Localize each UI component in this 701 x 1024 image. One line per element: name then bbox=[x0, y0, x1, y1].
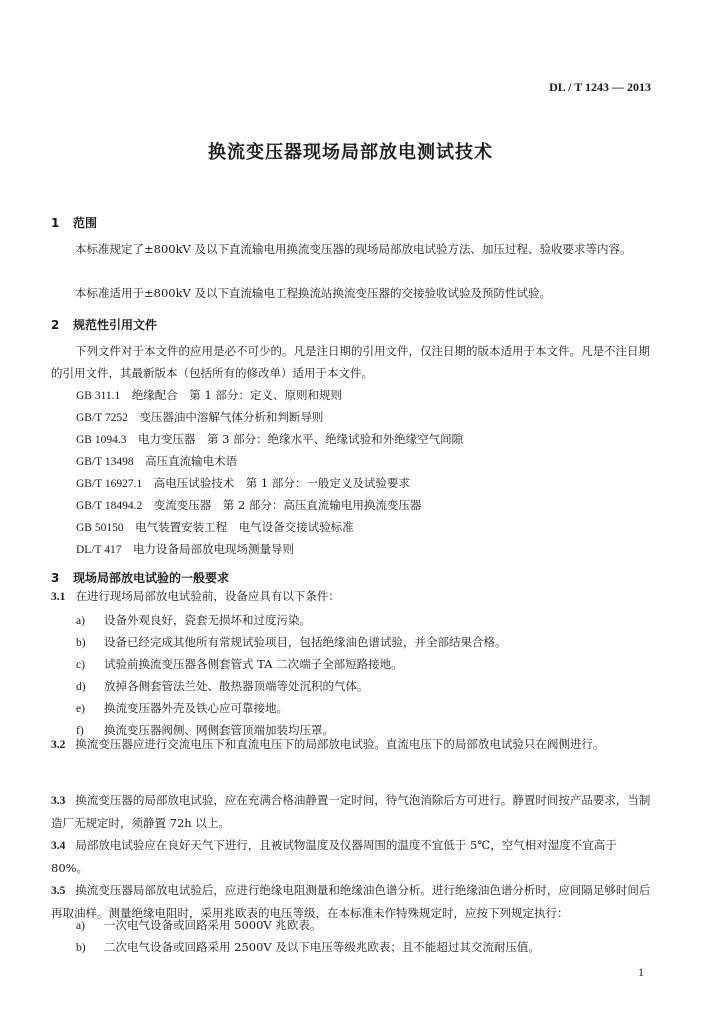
item-text: 二次电气设备或回路采用 2500V 及以下电压等级兆欧表；且不能超过其交流耐压值。 bbox=[104, 940, 540, 954]
paragraph: 本标准规定了±800kV 及以下直流输电用换流变压器的现场局部放电试验方法、加压过程、验收要求等内容。 bbox=[75, 242, 632, 256]
section-heading-general-requirements bbox=[51, 569, 229, 586]
section-number: 3 bbox=[51, 571, 60, 585]
item-label: a) bbox=[76, 920, 85, 932]
reference-title: 电力设备局部放电现场测量导则 bbox=[132, 542, 294, 556]
reference-item bbox=[76, 497, 421, 513]
reference-code: GB/T 18494.2 bbox=[76, 500, 143, 512]
paragraph: 下列文件对于本文件的应用是必不可少的。凡是注日期的引用文件，仅注日期的版本适用于本文件。凡是不注日期的引用文件，其最新版本（包括所有的修改单）适用于本文件。 bbox=[51, 344, 650, 380]
reference-code: GB/T 7252 bbox=[76, 412, 128, 424]
list-item bbox=[76, 700, 288, 716]
item-text: 试验前换流变压器各侧套管式 TA 二次端子全部短路接地。 bbox=[104, 657, 403, 671]
item-text: 放掉各侧套管法兰处、散热器顶端等处沉积的气体。 bbox=[104, 679, 369, 693]
reference-item bbox=[76, 453, 237, 469]
clause-3-2 bbox=[51, 733, 657, 756]
section-title: 范围 bbox=[73, 216, 98, 230]
clause-text: 在进行现场局部放电试验前，设备应具有以下条件： bbox=[75, 589, 340, 603]
clause-text: 换流变压器的局部放电试验，应在充满合格油静置一定时间，待气泡消除后方可进行。静置时间按产品要求，当制造厂无规定时，须静置 72h 以上。 bbox=[51, 793, 651, 830]
reference-title: 变压器油中溶解气体分析和判断导则 bbox=[139, 410, 324, 424]
clause-number: 3.2 bbox=[51, 739, 66, 751]
section-title: 规范性引用文件 bbox=[73, 318, 158, 332]
clause-3-4 bbox=[51, 834, 657, 879]
reference-code: DL/T 417 bbox=[76, 544, 122, 556]
item-text: 设备已经完成其他所有常规试验项目，包括绝缘油色谱试验，并全部结果合格。 bbox=[104, 635, 507, 649]
reference-title: 绝缘配合 第 1 部分：定义、原则和规则 bbox=[131, 388, 342, 402]
section-number: 1 bbox=[51, 216, 60, 230]
item-label: b) bbox=[76, 637, 86, 649]
clause-number: 3.3 bbox=[51, 795, 66, 807]
reference-code: GB 311.1 bbox=[76, 390, 121, 402]
list-item bbox=[76, 678, 369, 694]
clause-number: 3.4 bbox=[51, 840, 66, 852]
reference-item bbox=[76, 431, 463, 447]
reference-code: GB 50150 bbox=[76, 522, 124, 534]
reference-title: 高电压试验技术 第 1 部分：一般定义及试验要求 bbox=[153, 476, 410, 490]
clause-3-1 bbox=[51, 585, 657, 608]
clause-text: 局部放电试验应在良好天气下进行，且被试物温度及仪器周围的温度不宜低于 5℃，空气相对湿度不宜高于 80%。 bbox=[51, 838, 617, 875]
clause-3-3 bbox=[51, 789, 657, 834]
clause-number: 3.1 bbox=[51, 591, 66, 603]
list-item bbox=[76, 939, 540, 955]
reference-item bbox=[76, 541, 294, 557]
item-text: 换流变压器外壳及铁心应可靠接地。 bbox=[104, 701, 288, 715]
item-label: c) bbox=[76, 659, 85, 671]
clause-number: 3.5 bbox=[51, 885, 66, 897]
reference-code: GB 1094.3 bbox=[76, 434, 127, 446]
list-item bbox=[76, 656, 403, 672]
item-label: f) bbox=[76, 725, 84, 737]
clause-text: 换流变压器局部放电试验后，应进行绝缘电阻测量和绝缘油色谱分析。进行绝缘油色谱分析时，应间隔足够时间后再取油样。测量绝缘电阻时，采用兆欧表的电压等级，在本标准未作特殊规定时，应按下列规定执行： bbox=[51, 883, 651, 920]
list-item bbox=[76, 634, 507, 650]
item-label: d) bbox=[76, 681, 86, 693]
item-label: e) bbox=[76, 703, 85, 715]
reference-code: GB/T 16927.1 bbox=[76, 478, 143, 490]
item-text: 设备外观良好，瓷套无损坏和过度污染。 bbox=[104, 613, 311, 627]
reference-code: GB/T 13498 bbox=[76, 456, 134, 468]
section-title: 现场局部放电试验的一般要求 bbox=[73, 571, 230, 585]
reference-item bbox=[76, 409, 323, 425]
list-item bbox=[76, 612, 311, 628]
reference-item bbox=[76, 475, 410, 491]
page-number: 1 bbox=[638, 965, 644, 979]
document-title: 换流变压器现场局部放电测试技术 bbox=[208, 142, 493, 163]
clause-text: 换流变压器应进行交流电压下和直流电压下的局部放电试验。直流电压下的局部放电试验只在阀侧进行。 bbox=[75, 737, 605, 751]
list-item bbox=[76, 917, 321, 933]
standard-code: DL / T 1243 — 2013 bbox=[549, 80, 651, 94]
section-heading-scope bbox=[51, 214, 97, 231]
reference-item bbox=[76, 387, 342, 403]
reference-title: 高压直流输电术语 bbox=[145, 454, 238, 468]
reference-title: 电气装置安装工程 电气设备交接试验标准 bbox=[135, 520, 354, 534]
section-number: 2 bbox=[51, 318, 60, 332]
reference-title: 变流变压器 第 2 部分：高压直流输电用换流变压器 bbox=[153, 498, 422, 512]
reference-item bbox=[76, 519, 354, 535]
item-text: 一次电气设备或回路采用 5000V 兆欧表。 bbox=[104, 918, 322, 932]
item-label: a) bbox=[76, 615, 85, 627]
paragraph: 本标准适用于±800kV 及以下直流输电工程换流站换流变压器的交接验收试验及预防性试验。 bbox=[75, 286, 552, 300]
item-text: 换流变压器阀侧、网侧套管顶端加装均压罩。 bbox=[104, 723, 334, 737]
item-label: b) bbox=[76, 942, 86, 954]
section-heading-normative-references bbox=[51, 316, 157, 333]
reference-title: 电力变压器 第 3 部分：绝缘水平、绝缘试验和外绝缘空气间隙 bbox=[137, 432, 464, 446]
